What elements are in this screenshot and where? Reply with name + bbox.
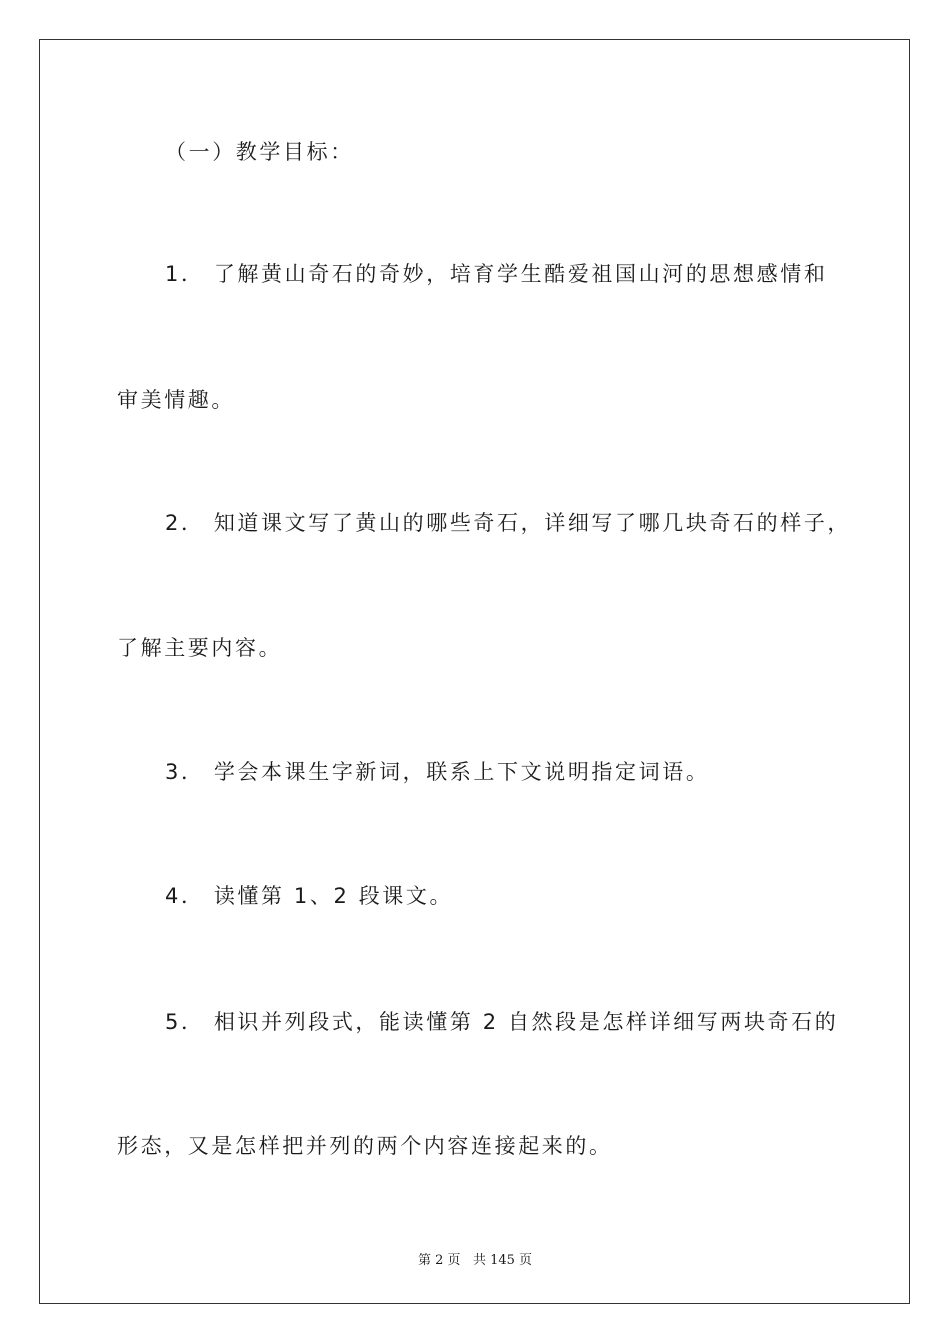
paragraph-1-line-2: 审美情趣。 bbox=[117, 388, 235, 412]
paragraph-2-line-1: 2． 知道课文写了黄山的哪些奇石，详细写了哪几块奇石的样子， bbox=[165, 511, 852, 535]
total-pages: 共 145 页 bbox=[472, 1253, 533, 1268]
page-number: 第 2 页 bbox=[417, 1253, 461, 1268]
section-heading: （一）教学目标： bbox=[165, 140, 354, 164]
page-border bbox=[39, 39, 910, 1304]
paragraph-2-line-2: 了解主要内容。 bbox=[117, 636, 283, 660]
paragraph-5-line-1: 5． 相识并列段式，能读懂第 2 自然段是怎样详细写两块奇石的 bbox=[165, 1010, 839, 1034]
paragraph-1-line-1: 1． 了解黄山奇石的奇妙，培育学生酷爱祖国山河的思想感情和 bbox=[165, 262, 828, 286]
paragraph-3: 3． 学会本课生字新词，联系上下文说明指定词语。 bbox=[165, 760, 710, 784]
page-footer bbox=[0, 1249, 950, 1268]
paragraph-4: 4． 读懂第 1、2 段课文。 bbox=[165, 884, 454, 908]
paragraph-5-line-2: 形态，又是怎样把并列的两个内容连接起来的。 bbox=[117, 1134, 613, 1158]
